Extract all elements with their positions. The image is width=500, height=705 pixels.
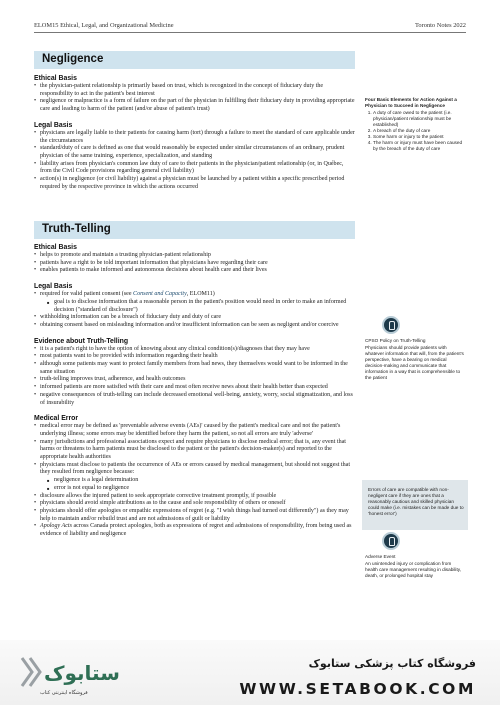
running-header: [34, 22, 466, 29]
header-rule: [34, 32, 466, 33]
list-item: • disclosure allows the injured patient to seek appropriate corrective treatment promptly, if possible: [34, 493, 356, 501]
key-point-icon: [382, 316, 400, 334]
note-title: Adverse Event: [365, 554, 396, 559]
list-item: • liability arises from physician's common law duty of care to their patients in the physician/patient relationship (or, in Québec, from the Civil Code provisions regarding general civil liability): [34, 161, 356, 176]
subheading: Legal Basis: [34, 283, 73, 291]
header-right: Toronto Notes 2022: [414, 22, 466, 29]
list-item: • informed patients are more satisfied with their care and most often receive news about their health better than expected: [34, 384, 356, 392]
text: , ELOM11): [186, 291, 215, 298]
list-item: • truth-telling improves trust, adherence, and health outcomes: [34, 376, 356, 384]
definition-icon: [382, 532, 400, 550]
subheading: Ethical Basis: [34, 244, 77, 251]
sub-list-item: ■ goal is to disclose information that a reasonable person in the patient's position would need in order to make an informed decision ("standard of disclosure"): [40, 299, 356, 314]
section-banner-negligence: [34, 51, 355, 69]
note-text: An unintended injury or complication from health care management resulting in disability, death, or prolonged hospital stay: [365, 561, 462, 578]
subheading: Ethical Basis: [34, 75, 77, 82]
list-item: • physicians should avoid simple attributions as to the cause and sole responsibility of others or oneself: [34, 500, 356, 508]
negligence-body: [34, 74, 356, 191]
apology-acts-text: Apology Acts: [40, 523, 72, 530]
list-item: [34, 462, 356, 493]
sub-list-item: ■ negligence is a legal determination: [40, 477, 356, 485]
section-title-negligence: Negligence: [42, 53, 104, 65]
list-item: • negative consequences of truth-telling can include decreased emotional well-being, anxiety, worry, social stigmatization, and loss of insurability: [34, 392, 356, 407]
list-item: [34, 291, 356, 314]
cross-reference-link[interactable]: Consent and Capacity: [133, 291, 187, 298]
list-item: • negligence or malpractice is a form of failure on the part of the physician in fulfilling their fiduciary duty in providing appropriate care and leading to harm of the patient (and/or abuse of patient's trust): [34, 98, 356, 113]
list-item: • most patients want to be provided with information regarding their health: [34, 353, 356, 361]
list-item: • although some patients may want to protect family members from bad news, they themselves would want to be informed in the same situation: [34, 361, 356, 376]
note-list-item: 4. The harm or injury must have been caused by the breach of the duty of care: [373, 140, 465, 152]
list-item: • medical error may be defined as 'preventable adverse events (AEs)' caused by the patient's medical care and not the patient's underlying illness; some errors may be identified before they harm the patient, so not all errors are truly 'adverse': [34, 423, 356, 438]
header-left: ELOM15 Ethical, Legal, and Organizational Medicine: [34, 22, 174, 29]
sidebar-note-adverse-event: [365, 554, 465, 579]
logo-tagline: فروشگاه اینترنتی کتاب: [40, 690, 88, 696]
list-item: • the physician-patient relationship is primarily based on trust, which is recognized in the concept of fiduciary duty the responsibility to act in the patient's best interest: [34, 83, 356, 98]
text: across Canada protect apologies, both as expressions of regret and admissions of responsibility, from being used as evidence of liability and negligence: [40, 523, 352, 538]
store-title: فروشگاه کتاب پزشکی ستابوک: [308, 657, 476, 670]
note-list-item: 1. A duty of care owed to the patient (i.e. physician/patient relationship must be established): [373, 110, 465, 128]
subheading: Evidence about Truth-Telling: [34, 337, 129, 345]
list-item: • action(s) in negligence (or civil liability) against a physician must be launched by a patient within a specific prescribed period required by the respective province in which the actions occurred: [34, 176, 356, 191]
note-text: Physicians should provide patients with whatever information that will, from the patient's perspective, have a bearing on medical decision-making and communicate that information in a way that is comprehensible to the patient: [365, 345, 464, 380]
list-item: • physicians should offer apologies or empathic expressions of regret (e.g. "I wish things had turned out differently") as they may help to maintain and/or rebuild trust and are not admissions of guilt or liability: [34, 508, 356, 523]
sidebar-note-cpso-policy: [365, 338, 465, 381]
list-item: • it is a patient's right to have the option of knowing about any clinical condition(s)/diagnoses that they may have: [34, 346, 356, 354]
text: physicians must disclose to patients the occurrence of AEs or errors caused by medical management, but should not suggest that they resulted from negligence because:: [40, 461, 350, 476]
section-title-truth-telling: Truth-Telling: [42, 223, 111, 235]
note-text: Errors of care are compatible with non-negligent care if they are ones that a reasonably cautious and skilled physician could make (i.e. mistakes can be made due to 'honest error'): [368, 487, 464, 516]
list-item: • enables patients to make informed and autonomous decisions about health care and their lives: [34, 267, 356, 275]
list-item: • obtaining consent based on misleading information and/or insufficient information can be seen as negligent and/or coercive: [34, 322, 356, 330]
logo-text: ستابوک: [44, 661, 120, 685]
sidebar-note-negligence-elements: [365, 97, 465, 152]
list-item: • patients have a right to be told important information that physicians have regarding their care: [34, 260, 356, 268]
store-url[interactable]: WWW.SETABOOK.COM: [239, 680, 476, 698]
text: required for valid patient consent (see: [40, 291, 134, 298]
sidebar-note-errors-of-care: [368, 487, 464, 517]
note-list-item: 2. A breach of the duty of care: [373, 128, 465, 134]
list-item: • helps to promote and maintain a trusting physician-patient relationship: [34, 252, 356, 260]
section-banner-truth-telling: [34, 221, 355, 239]
list-item: • withholding information can be a breach of fiduciary duty and duty of care: [34, 314, 356, 322]
subheading: Medical Error: [34, 415, 79, 423]
note-title: CPSO Policy on Truth-Telling: [365, 338, 426, 343]
list-item: • physicians are legally liable to their patients for causing harm (tort) through a failure to meet the standard of care applicable under the circumstances: [34, 130, 356, 145]
list-item: • standard/duty of care is defined as one that would reasonably be expected under similar circumstances of an ordinary, prudent physician of the same training, experience, specialization, and standing: [34, 145, 356, 160]
subheading: Legal Basis: [34, 121, 73, 129]
list-item: • many jurisdictions and professional associations expect and require physicians to disclose medical error; that is, any event that harms or threatens to harm patients must be disclosed to the patient or the patient's decision-maker(s) and reported to the appropriate health authorities: [34, 439, 356, 462]
list-item: [34, 523, 356, 538]
sub-list-item: ■ error is not equal to negligence: [40, 485, 356, 493]
truth-telling-body: [34, 243, 356, 539]
note-list-item: 3. Some harm or injury to the patient: [373, 134, 465, 140]
note-title: Four Basic Elements for Action Against a Physician to Succeed in Negligence: [365, 97, 457, 108]
setabook-logo: [20, 652, 120, 692]
